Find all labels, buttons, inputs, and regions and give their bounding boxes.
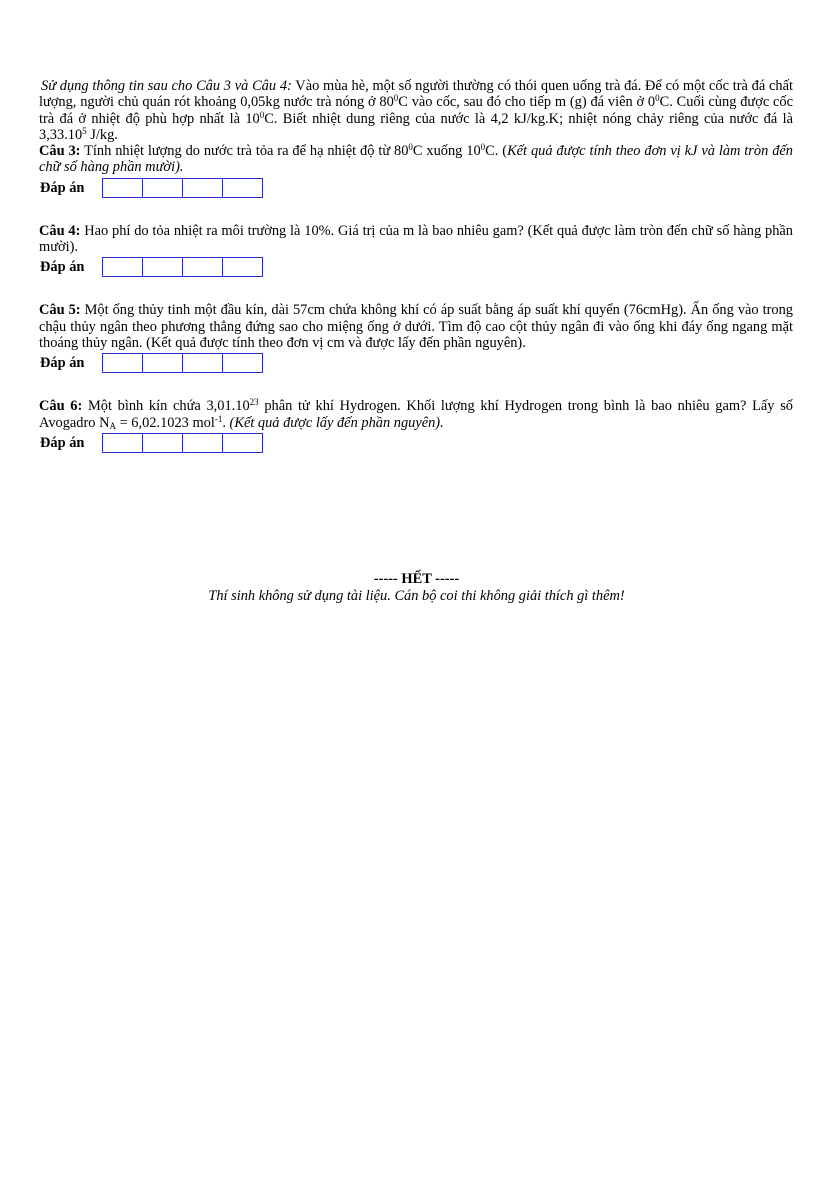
intro-lead: Sử dụng thông tin sau cho Câu 3 và Câu 4: [41,78,292,94]
question-3: Câu 3: Tính nhiệt lượng do nước trà tỏa ra để hạ nhiệt độ từ $80^0C$ xuống $10^0C$. (Kết quả được tính theo đơn vị kJ và làm tròn đến chữ số hàng phần mười). [39,142,793,176]
answer-label: Đáp án [40,179,85,196]
answer-row-5 [39,352,793,374]
question-4-label: Câu 4: [39,222,81,239]
question-4: Câu 4: Hao phí do tỏa nhiệt ra môi trường là 10%. Giá trị của m là bao nhiêu gam? (Kết quả được làm tròn đến chữ số hàng phần mười). [39,222,793,256]
footer-note: Thí sinh không sử dụng tài liệu. Cán bộ coi thi không giải thích gì thêm! [208,588,625,604]
answer-boxes-5 [102,353,263,373]
answer-box[interactable] [103,179,143,197]
answer-label: Đáp án [40,434,85,451]
exam-footer [0,571,833,605]
answer-row-3 [39,177,793,199]
answer-box[interactable] [183,434,223,452]
answer-boxes-6 [102,433,263,453]
answer-box[interactable] [183,258,223,276]
question-5: Câu 5: Một ống thủy tinh một đầu kín, dài 57cm chứa không khí có áp suất bằng áp suất khí quyển (76cmHg). Ấn ống vào trong chậu thủy ngân theo phương thẳng đứng sao cho miệng ống ở dưới. Tìm độ cao cột thủy ngân đi vào ống khi đáy ống ngang mặt thoáng thủy ngân. (Kết quả được tính theo đơn vị cm và được lấy đến phần nguyên). [39,302,793,351]
answer-row-4 [39,256,793,278]
answer-box[interactable] [103,258,143,276]
answer-box[interactable] [143,434,183,452]
exam-page [39,78,793,454]
question-6-label: Câu 6: [39,398,83,415]
answer-box[interactable] [143,258,183,276]
answer-box[interactable] [223,179,262,197]
answer-box[interactable] [223,434,262,452]
answer-label: Đáp án [40,259,85,276]
intro-paragraph: Sử dụng thông tin sau cho Câu 3 và Câu 4: Vào mùa hè, một số người thường có thói quen uống trà đá. Để có một cốc trà đá chất lượng, người chủ quán rót khoảng 0,05kg nước trà nóng ở $80^0C$ vào cốc, sau đó cho tiếp m (g) đá viên ở $0^0C$. Cuối cùng được cốc trà đá ở nhiệt độ phù hợp nhất là $10^0C$. Biết nhiệt dung riêng của nước là 4,2 kJ/kg.K; nhiệt nóng chảy riêng của nước đá là 3,33.10$^5$ J/kg. [39,78,793,143]
answer-box[interactable] [143,354,183,372]
answer-box[interactable] [183,179,223,197]
answer-box[interactable] [223,258,262,276]
answer-box[interactable] [183,354,223,372]
answer-box[interactable] [223,354,262,372]
answer-box[interactable] [103,434,143,452]
answer-box[interactable] [143,179,183,197]
end-marker: ----- HẾT ----- [373,571,460,587]
answer-boxes-4 [102,257,263,277]
answer-boxes-3 [102,178,263,198]
answer-label: Đáp án [40,355,85,372]
question-6: Câu 6: Một bình kín chứa 3,01.10$^{23}$ phân tử khí Hydrogen. Khối lượng khí Hydrogen trong bình là bao nhiêu gam? Lấy số Avogadro $N_A = 6,02.1023$ mol$^{-1}$. (Kết quả được lấy đến phần nguyên). [39,397,793,431]
answer-row-6 [39,432,793,454]
question-5-label: Câu 5: [39,302,81,319]
answer-box[interactable] [103,354,143,372]
question-3-label: Câu 3: [39,143,81,160]
